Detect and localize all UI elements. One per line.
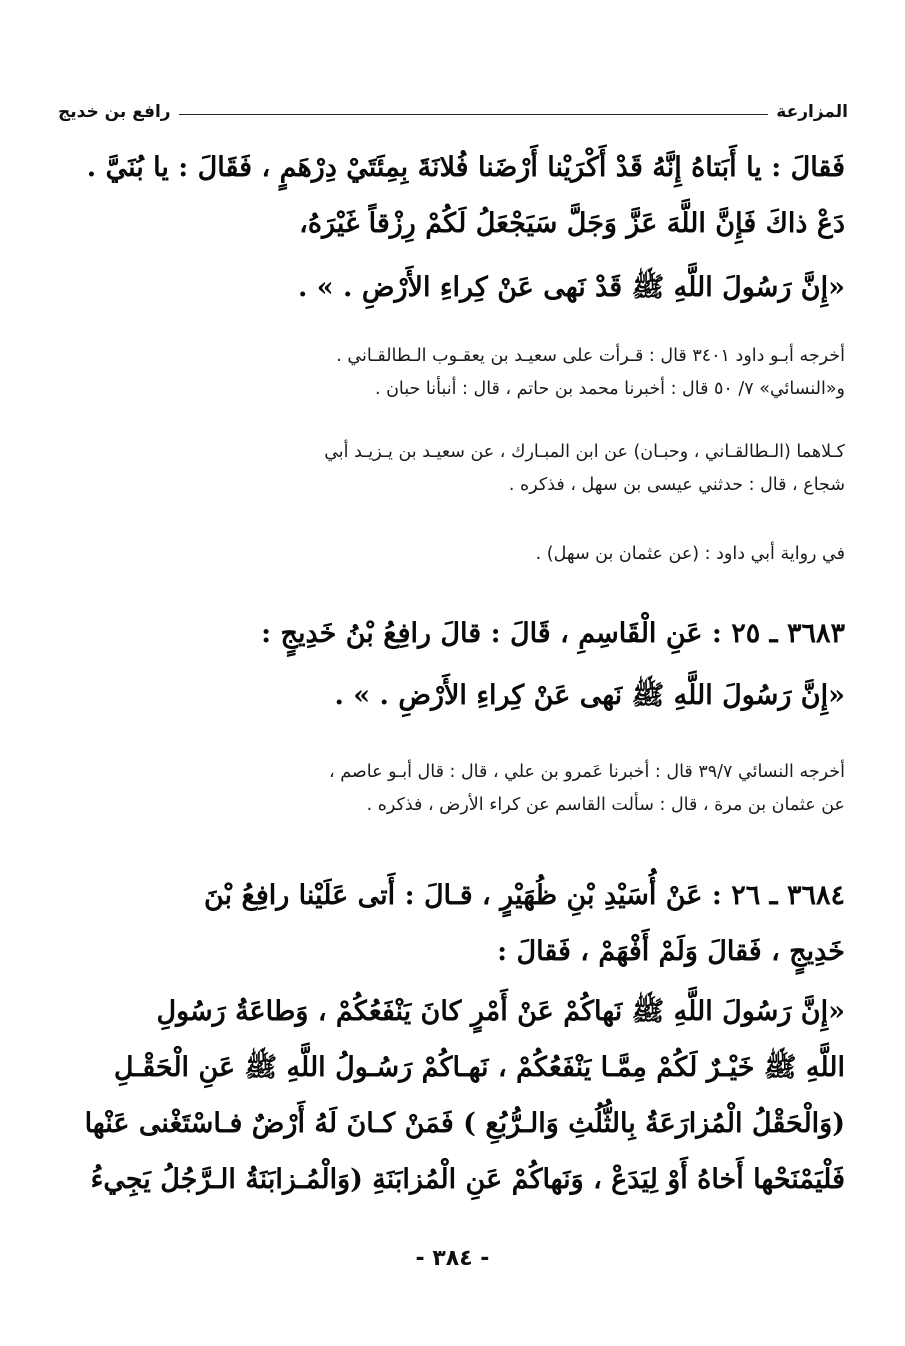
note1-line-2: و«النسائي» ٧/ ٥٠ قال : أخبرنا محمد بن حاتم ، قال : أنبأنا حبان .	[374, 379, 845, 399]
note2-line-1: كـلاهما (الـطالقـاني ، وحبـان) عن ابن المبـارك ، عن سعيـد بن يـزيـد أبي	[324, 442, 845, 462]
hadith-3684-text-line-2: اللَّهِ ﷺ خَيْـرٌ لَكُمْ مِمَّـا يَنْفَعُكُمْ ، نَهـاكُمْ رَسُـولُ اللَّهِ ﷺ عَنِ الْحَقْـلِ	[113, 1052, 845, 1083]
header-rule	[179, 114, 769, 115]
hadith-3684-line-2: خَدِيجٍ ، فَقالَ وَلَمْ أَفْهَمْ ، فَقالَ :	[497, 936, 845, 967]
takhrij-note-2	[70, 436, 845, 502]
takhrij-note-1	[70, 340, 845, 406]
hadith-3684-text-line-4: فَلْيَمْنَحْها أَخاهُ أَوْ لِيَدَعْ ، وَنَهاكُمْ عَنِ الْمُزابَنَةِ (وَالْمُـزابَنَةُ الـرَّجُلُ يَجِيءُ	[90, 1164, 845, 1195]
hadith-3684-line-1: ٣٦٨٤ ـ ٢٦ : عَنْ أُسَيْدِ بْنِ ظُهَيْرٍ ، قـالَ : أَتى عَلَيْنا رافِعُ بْنَ	[204, 880, 845, 911]
top-hadith-text	[70, 140, 845, 316]
hadith-3684-text-line-1: «إِنَّ رَسُولَ اللَّهِ ﷺ نَهاكُمْ عَنْ أَمْرٍ كانَ يَنْفَعُكُمْ ، وَطاعَةُ رَسُولِ	[156, 996, 845, 1027]
hadith-3683-line-2: «إِنَّ رَسُولَ اللَّهِ ﷺ نَهى عَنْ كِراءِ الأَرْضِ . » .	[334, 680, 845, 711]
hadith-3684-intro	[70, 868, 845, 980]
hadith-3684-text-line-3: (وَالْحَقْلُ الْمُزارَعَةُ بِالثُّلُثِ وَالـرُّبُعِ ) فَمَنْ كـانَ لَهُ أَرْضٌ فـاسْتَغْنى عَنْها	[84, 1108, 845, 1139]
note4-line-1: أخرجه النسائي ٣٩/٧ قال : أخبرنا عَمرو بن علي ، قال : قال أبـو عاصم ،	[329, 762, 845, 782]
hadith-3683	[70, 606, 845, 724]
top-text-line-2: دَعْ ذاكَ فَإِنَّ اللَّهَ عَزَّ وَجَلَّ سَيَجْعَلُ لَكُمْ رِزْقاً غَيْرَهُ،	[299, 208, 845, 239]
note1-line-1: أخرجه أبـو داود ٣٤٠١ قال : قـرأت على سعيـد بن يعقـوب الـطالقـاني .	[336, 346, 845, 366]
takhrij-note-3	[70, 538, 845, 571]
note2-line-2: شجاع ، قال : حدثني عيسى بن سهل ، فذكره .	[508, 475, 845, 495]
top-text-quote: «إِنَّ رَسُولَ اللَّهِ ﷺ قَدْ نَهى عَنْ كِراءِ الأَرْضِ . » .	[297, 272, 845, 303]
header-narrator: رافع بن خديج	[58, 102, 171, 122]
note3-line-1: في رواية أبي داود : (عن عثمان بن سهل) .	[535, 544, 845, 564]
note4-line-2: عن عثمان بن مرة ، قال : سألت القاسم عن كراء الأرض ، فذكره .	[366, 795, 845, 815]
top-text-line-1: فَقالَ : يا أَبَتاهُ إِنَّهُ قَدْ أَكْرَيْنا أَرْضَنا فُلانَةَ بِمِئَتَيْ دِرْهَمٍ ، فَقَالَ : يا بُنَيَّ .	[86, 152, 845, 183]
header-section-title: المزارعة	[776, 102, 848, 122]
hadith-3683-line-1: ٣٦٨٣ ـ ٢٥ : عَنِ الْقَاسِمِ ، قَالَ : قالَ رافِعُ بْنُ خَدِيجٍ :	[261, 618, 845, 649]
hadith-3684-text	[70, 984, 845, 1208]
takhrij-note-4	[70, 756, 845, 822]
running-header	[58, 92, 848, 124]
page-number: - ٣٨٤ -	[415, 1246, 490, 1271]
